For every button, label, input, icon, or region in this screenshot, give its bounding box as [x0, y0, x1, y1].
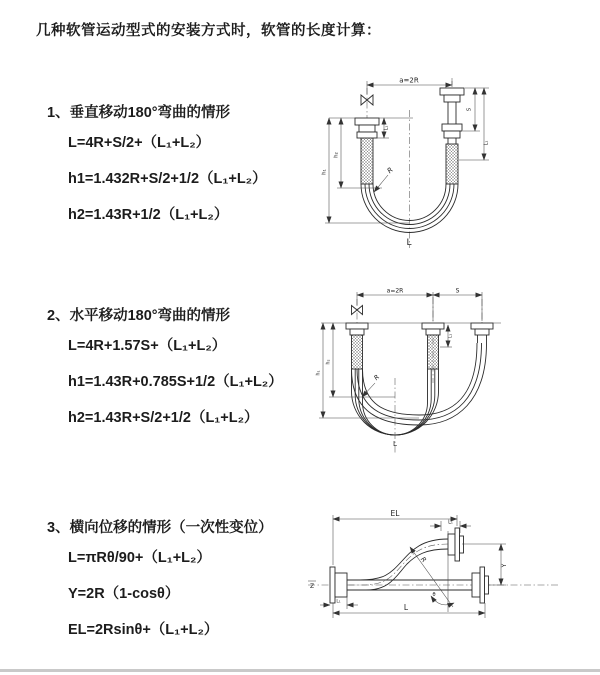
dim-label-h2: h₂ — [325, 359, 332, 365]
dim-label-h2: h₂ — [333, 152, 340, 158]
braided-hose-section — [428, 335, 439, 369]
section-1-formula-h2: h2=1.43R+1/2（L₁+L₂） — [68, 207, 229, 223]
dim-label-l1: L₁ — [448, 333, 454, 339]
dim-label-r: R — [419, 555, 429, 565]
pipe-fittings — [346, 323, 493, 369]
braided-hose-section — [446, 144, 458, 184]
dimension-lines — [319, 292, 501, 418]
diagram-horizontal-180-bend — [315, 283, 585, 463]
braided-hose-section — [352, 335, 363, 369]
dimension-lines — [325, 81, 489, 223]
dim-label-r: R — [385, 165, 395, 176]
section-vertical-180 — [47, 103, 267, 233]
dim-label-el: EL — [390, 509, 400, 518]
braided-hose-section — [361, 138, 373, 184]
dim-label-l: L — [403, 603, 409, 612]
dim-label-l1-bottom: L₁ — [336, 599, 341, 605]
dim-label-l1-left: L₁ — [383, 125, 390, 131]
hose-u-bend-displaced — [352, 343, 487, 425]
diagram-lateral-displacement — [300, 505, 595, 655]
dim-label-l: L — [406, 238, 412, 248]
page-title: 几种软管运动型式的安装方式时，软管的长度计算： — [36, 23, 381, 39]
section-2-formula-h2: h2=1.43R+S/2+1/2（L₁+L₂） — [68, 410, 259, 426]
section-3-heading: 3、横向位移的情形（一次性变位） — [47, 520, 273, 536]
diagram-vertical-180-bend — [318, 72, 580, 254]
section-3-formula-el: EL=2Rsinθ+（L₁+L₂） — [68, 622, 219, 638]
pipe-fittings — [330, 528, 489, 603]
section-2-formula-h1: h1=1.43R+0.785S+1/2（L₁+L₂） — [68, 374, 283, 390]
section-horizontal-180 — [47, 306, 283, 436]
dim-label-l1-top: L₁ — [448, 519, 453, 526]
dim-label-a2r: a=2R — [399, 76, 419, 85]
section-2-formula-l: L=4R+1.57S+（L₁+L₂） — [68, 338, 227, 354]
dim-label-y: Y — [501, 563, 508, 568]
dim-label-theta: θ — [432, 592, 436, 598]
dim-label-s: S — [455, 287, 460, 295]
dim-label-s: S — [466, 107, 473, 112]
section-1-formula-h1: h1=1.432R+S/2+1/2（L₁+L₂） — [68, 171, 267, 187]
section-2-heading: 2、水平移动180°弯曲的情形 — [47, 308, 231, 324]
section-3-formula-y: Y=2R（1-cosθ） — [68, 586, 180, 602]
page-bottom-edge — [0, 669, 600, 672]
dim-label-l: L — [393, 440, 397, 448]
section-3-formula-l: L=πRθ/90+（L₁+L₂） — [68, 550, 211, 566]
section-1-heading: 1、垂直移动180°弯曲的情形 — [47, 105, 231, 121]
angle-construction — [410, 531, 454, 612]
dim-label-l1-right: L₁ — [483, 140, 490, 146]
dim-label-r: R — [372, 373, 382, 383]
dim-label-a2r: a=2R — [386, 287, 404, 295]
dim-label-h1: h₁ — [321, 169, 328, 175]
section-lateral-displacement — [47, 518, 273, 648]
section-1-formula-l: L=4R+S/2+（L₁+L₂） — [68, 135, 211, 151]
centerline-z-mark: Z — [309, 583, 315, 590]
dim-label-h1: h₁ — [315, 370, 322, 376]
